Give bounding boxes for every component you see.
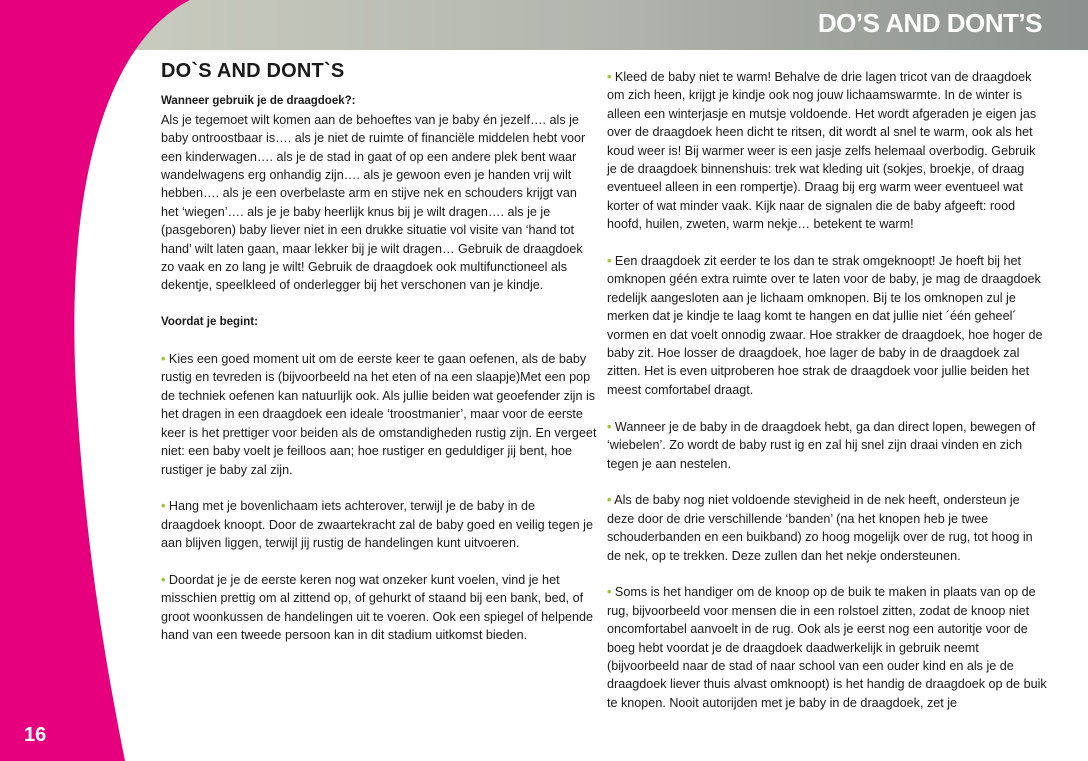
bullet-icon: • [161,499,166,514]
bullet-icon: • [607,254,612,269]
bullet-icon: • [607,70,612,84]
right-column [607,68,1047,712]
header-title: DO’S AND DONT’S [817,8,1042,38]
bullet-item: • Doordat je je de eerste keren nog wat onzeker kunt voelen, vind je het misschien prettig om al zittend op, of gehurkt of staand bij een bank, bed, of groot woonkussen de handelingen uit te voeren. Ook een spiegel of helpende hand van een tweede persoon kan in dit stadium uitkomst bieden. [161,572,594,643]
bullet-item: • Soms is het handiger om de knoop op de buik te maken in plaats van op de rug, bijvoorbeeld voor mensen die in een rolstoel zitten, zodat de knoop niet oncomfortabel aanvoelt in de rug. Ook als je eerst nog een autoritje voor de boeg hebt voordat je de draagdoek daadwerkelijk in gebruik neemt (bijvoorbeeld naar de stad of naar school van een ouder kind en als je de draagdoek liever thuis alvast omknoopt) is het handig de draagdoek op de buik te knopen. Nooit autorijden met je baby in de draagdoek, zet je [607,585,1047,710]
bullet-item: • Hang met je bovenlichaam iets achterover, terwijl je de baby in de draagdoek knoopt. Door de zwaartekracht zal de baby goed en veilig tegen je aan blijven liggen, terwijl jij rustig de handelingen kunt uitvoeren. [161,499,593,551]
page-heading: DO`S AND DONT`S [161,60,345,82]
bullet-icon: • [607,585,612,600]
section-title-when: Wanneer gebruik je de draagdoek?: [161,95,356,108]
bullet-item: • Kies een goed moment uit om de eerste keer te gaan oefenen, als de baby rustig en tevreden is (bijvoorbeeld na het eten of na een slaapje)Met een pop de techniek oefenen kan natuurlijk ook. Als jullie beiden wat geoefender zijn is het dragen in een draagdoek een ideale ‘troostmanier’, maar voor de eerste keer is het prettiger voor beiden als de omstandigheden rustig zijn. En vergeet niet: een baby voelt je feilloos aan; hoe rustiger en geduldiger jij bent, hoe rustiger je baby zal zijn. [161,352,597,477]
bullet-icon: • [161,572,166,587]
bullet-item: • Als de baby nog niet voldoende stevigheid in de nek heeft, ondersteun je deze door de drie verschillende ‘banden’ (na het knopen heb je twee schouderbanden en een buikband) zo hoog mogelijk over de rug, tot hoog in de nek, op te trekken. Deze zullen dan het nekje ondersteunen. [607,493,1033,563]
bullet-item: • Een draagdoek zit eerder te los dan te strak omgeknoopt! Je hoeft bij het omknopen géén extra ruimte over te laten voor de baby, je mag de draagdoek redelijk aangesloten aan je lichaam omknopen. Bij te los omknopen zul je merken dat je kindje te laag komt te hangen en dat jullie niet ´één geheel´ vormen en dat voelt onnodig zwaar. Hoe strakker de draagdoek, hoe hoger de baby zit. Hoe losser de draagdoek, hoe lager de baby in de draagdoek zal zitten. Het is even uitproberen hoe strak de draagdoek voor jullie beiden het meest comfortabel draagt. [607,254,1043,397]
paragraph-when: Als je tegemoet wilt komen aan de behoeftes van je baby én jezelf…. als je baby ontroostbaar is…. als je niet de ruimte of financiële middelen hebt voor een kinderwagen…. als je de stad in gaat of op een andere plek bent waar wandelwagens erg onhandig zijn…. als je gewoon even je handen vrij wilt hebben…. als je een overbelaste arm en stijve nek en schouders krijgt van het ‘wiegen’…. als je je baby heerlijk knus bij je wilt dragen…. als je je (pasgeboren) baby liever niet in een drukke situatie vol visite van ‘hand tot hand’ wilt laten gaan, maar lekker bij je wilt dragen… Gebruik de draagdoek zo vaak en zo lang je wilt! Gebruik de draagdoek ook multifunctioneel als dekentje, speelkleed of onderlegger bij het verschonen van je kindje. [161,112,586,293]
bullet-item: • Kleed de baby niet te warm! Behalve de drie lagen tricot van de draagdoek om zich heen, krijgt je kindje ook nog jouw lichaamswarmte. In de winter is alleen een winterjasje en mutsje voldoende. Het wordt afgeraden je eigen jas over de draagdoek heen dicht te ritsen, dit wordt al snel te warm, ook als het koud weer is! Bij warmer weer is een jasje zelfs helemaal overbodig. Gebruik je de draagdoek binnenshuis: trek wat kleding uit (sokjes, broekje, of draag eventueel alleen in een rompertje). Draag bij erg warm weer eventueel wat korter of wat minder vaak. Kijk naar de signalen die de baby afgeeft: rood hoofd, huilen, zweten, warm nekje… betekent te warm! [607,70,1037,232]
bullet-item: • Wanneer je de baby in de draagdoek hebt, ga dan direct lopen, bewegen of ‘wiebelen’. Zo wordt de baby rust ig en zal hij snel zijn draai vinden en zich tegen je aan nestelen. [607,419,1036,471]
bullet-icon: • [161,352,166,367]
bullet-icon: • [607,493,612,508]
bullet-icon: • [607,419,612,434]
left-column [161,62,597,645]
section-title-before: Voordat je begint: [161,316,258,329]
page-number: 16 [24,724,47,746]
